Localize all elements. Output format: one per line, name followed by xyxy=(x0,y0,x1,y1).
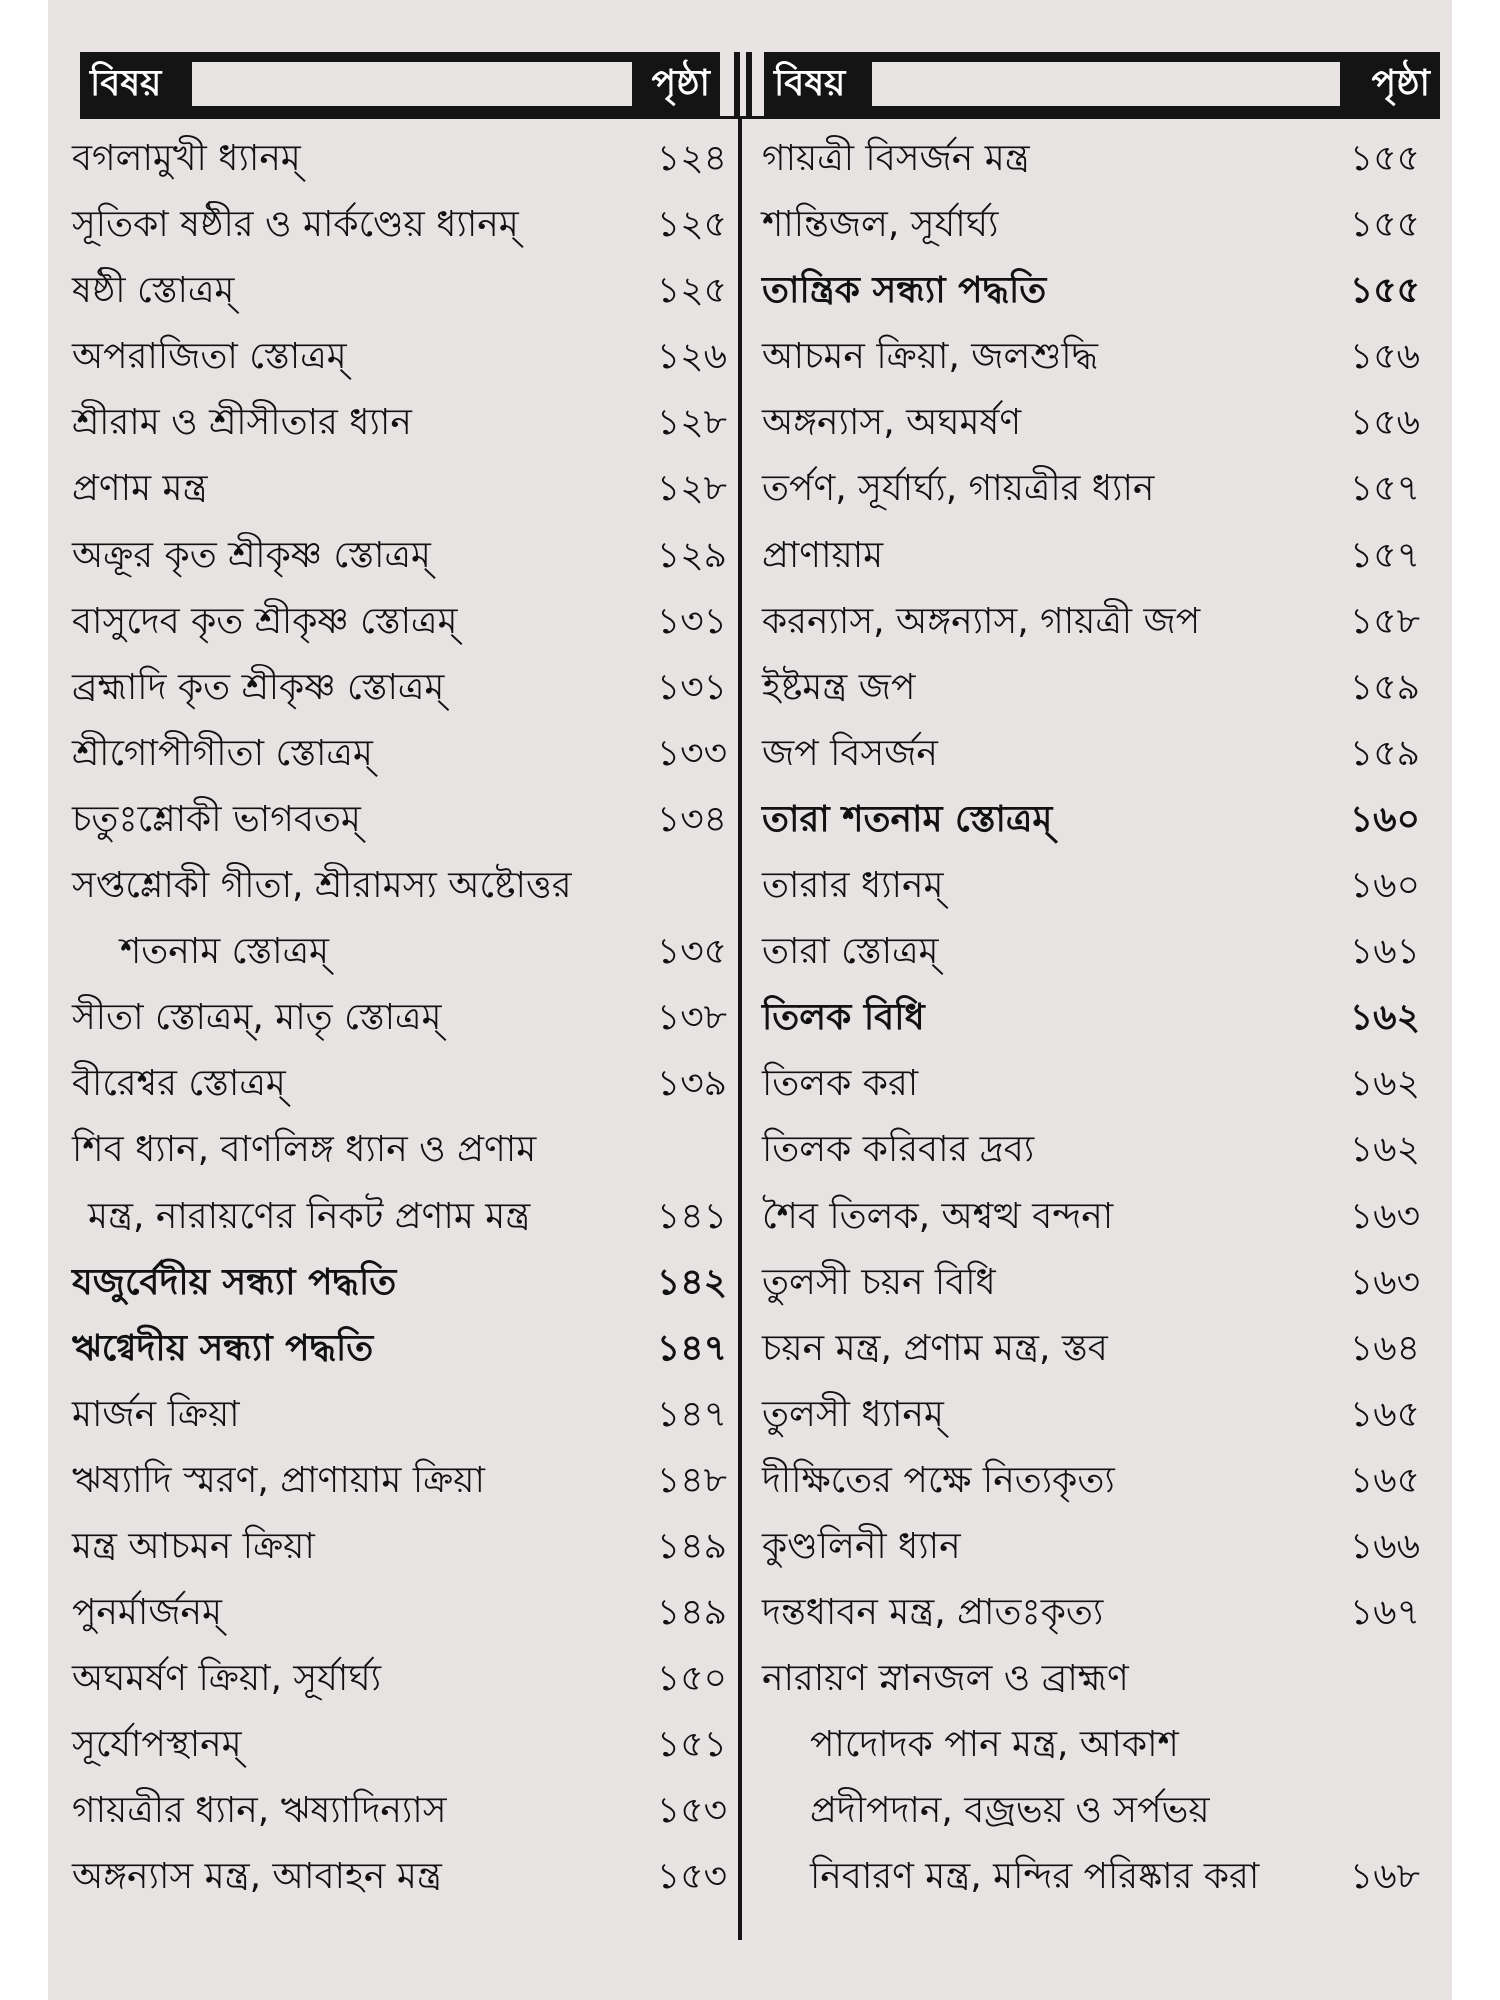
toc-entry xyxy=(72,324,727,390)
entry-title: করন্যাস, অঙ্গন্যাস, গায়ত্রী জপ xyxy=(762,600,1201,642)
entry-page: ১৫৩ xyxy=(656,1856,727,1898)
entry-title: অঙ্গন্যাস মন্ত্র, আবাহন মন্ত্র xyxy=(72,1856,442,1898)
entry-page: ১৬৪ xyxy=(1349,1327,1420,1369)
toc-entry xyxy=(762,655,1420,721)
entry-page: ১৫৬ xyxy=(1349,402,1420,444)
toc-entry xyxy=(72,523,727,589)
entry-page: ১৫৭ xyxy=(1349,468,1420,510)
right-page-heading: পৃষ্ঠা xyxy=(1371,63,1430,104)
toc-entry xyxy=(762,456,1420,522)
entry-title: কুণ্ডলিনী ধ্যান xyxy=(762,1525,961,1567)
entry-page: ১৬২ xyxy=(1349,997,1420,1039)
entry-title: গায়ত্রী বিসর্জন মন্ত্র xyxy=(762,138,1030,179)
entry-title: তারার ধ্যানম্ xyxy=(762,865,944,907)
toc-entry xyxy=(72,390,727,456)
header-divider xyxy=(728,52,758,116)
entry-page: ১৪৯ xyxy=(656,1592,727,1634)
entry-title: তুলসী চয়ন বিধি xyxy=(762,1261,996,1303)
entry-title: বাসুদেব কৃত শ্রীকৃষ্ণ স্তোত্রম্ xyxy=(72,600,458,642)
toc-entry xyxy=(72,1778,727,1844)
column-divider xyxy=(738,118,742,1940)
toc-entry xyxy=(762,721,1420,787)
entry-title: সূতিকা ষষ্ঠীর ও মার্কণ্ডেয় ধ্যানম্ xyxy=(72,204,519,246)
right-column xyxy=(762,126,1420,1911)
entry-title: অঙ্গন্যাস, অঘমর্ষণ xyxy=(762,402,1022,444)
entry-title: ষষ্ঠী স্তোত্রম্ xyxy=(72,270,235,312)
entry-title: ঋগ্বেদীয় সন্ধ্যা পদ্ধতি xyxy=(72,1327,374,1369)
entry-page: ১৬১ xyxy=(1349,931,1420,973)
entry-title: শ্রীরাম ও শ্রীসীতার ধ্যান xyxy=(72,402,412,444)
toc-entry xyxy=(762,390,1420,456)
table-of-contents-header xyxy=(80,52,1440,118)
entry-title: অক্রূর কৃত শ্রীকৃষ্ণ স্তোত্রম্ xyxy=(72,534,431,576)
toc-entry xyxy=(762,1448,1420,1514)
entry-title: বগলামুখী ধ্যানম্ xyxy=(72,138,301,179)
toc-entry xyxy=(72,787,727,853)
entry-page: ১৫০ xyxy=(656,1658,727,1700)
right-header xyxy=(764,52,1440,116)
toc-entry xyxy=(72,589,727,655)
entry-page: ১৬৩ xyxy=(1349,1195,1420,1237)
entry-title: ব্রহ্মাদি কৃত শ্রীকৃষ্ণ স্তোত্রম্ xyxy=(72,666,445,708)
entry-page: ১৫১ xyxy=(656,1724,727,1766)
toc-entry xyxy=(762,787,1420,853)
toc-entry xyxy=(72,1051,727,1117)
toc-entry xyxy=(762,1778,1420,1844)
entry-page: ১২৮ xyxy=(656,402,727,444)
toc-entry xyxy=(72,258,727,324)
entry-title: শ্রীগোপীগীতা স্তোত্রম্ xyxy=(72,732,373,774)
toc-entry xyxy=(762,1184,1420,1250)
entry-page: ১৪৭ xyxy=(656,1393,727,1435)
entry-title: মন্ত্র, নারায়ণের নিকট প্রণাম মন্ত্র xyxy=(88,1195,531,1237)
toc-entry xyxy=(762,1712,1420,1778)
entry-page: ১৫৭ xyxy=(1349,534,1420,576)
entry-page: ১৫৮ xyxy=(1349,600,1420,642)
entry-page: ১৩১ xyxy=(656,600,727,642)
entry-title: গায়ত্রীর ধ্যান, ঋষ্যাদিন্যাস xyxy=(72,1790,447,1832)
entry-page: ১৬৭ xyxy=(1349,1592,1420,1634)
entry-title: তিলক করিবার দ্রব্য xyxy=(762,1129,1035,1171)
entry-title: শৈব তিলক, অশ্বত্থ বন্দনা xyxy=(762,1195,1114,1237)
entry-page: ১৫৫ xyxy=(1349,204,1420,246)
entry-title: মন্ত্র আচমন ক্রিয়া xyxy=(72,1525,315,1567)
entry-page: ১৬৩ xyxy=(1349,1261,1420,1303)
toc-entry xyxy=(762,1382,1420,1448)
entry-title: তুলসী ধ্যানম্ xyxy=(762,1393,944,1435)
entry-page: ১৫৬ xyxy=(1349,336,1420,378)
toc-entry xyxy=(72,1382,727,1448)
toc-entry xyxy=(72,655,727,721)
entry-title: শান্তিজল, সূর্যার্ঘ্য xyxy=(762,204,999,246)
entry-title: তান্ত্রিক সন্ধ্যা পদ্ধতি xyxy=(762,270,1047,312)
entry-page: ১৬৮ xyxy=(1349,1856,1420,1898)
entry-title: তর্পণ, সূর্যার্ঘ্য, গায়ত্রীর ধ্যান xyxy=(762,468,1155,510)
toc-entry xyxy=(72,721,727,787)
entry-page: ১৬৬ xyxy=(1349,1525,1420,1567)
entry-title: প্রাণায়াম xyxy=(762,534,884,576)
toc-entry xyxy=(762,126,1420,192)
toc-entry xyxy=(72,919,727,985)
entry-title: সপ্তশ্লোকী গীতা, শ্রীরামস্য অষ্টোত্তর xyxy=(72,865,572,907)
entry-title: আচমন ক্রিয়া, জলশুদ্ধি xyxy=(762,336,1098,378)
entry-title: মার্জন ক্রিয়া xyxy=(72,1393,240,1435)
toc-entry xyxy=(72,1712,727,1778)
entry-page: ১২৯ xyxy=(656,534,727,576)
toc-entry xyxy=(72,853,727,919)
entry-page: ১৫৯ xyxy=(1349,666,1420,708)
entry-title: তারা শতনাম স্তোত্রম্ xyxy=(762,798,1053,840)
toc-entry xyxy=(72,456,727,522)
entry-page: ১৩৯ xyxy=(656,1063,727,1105)
entry-title: তারা স্তোত্রম্ xyxy=(762,931,939,973)
toc-entry xyxy=(762,1646,1420,1712)
toc-entry xyxy=(72,1184,727,1250)
entry-title: ইষ্টমন্ত্র জপ xyxy=(762,666,916,708)
toc-entry xyxy=(762,1117,1420,1183)
entry-page: ১৩৮ xyxy=(656,997,727,1039)
entry-title: যজুর্বেদীয় সন্ধ্যা পদ্ধতি xyxy=(72,1261,397,1303)
entry-title: দন্তধাবন মন্ত্র, প্রাতঃকৃত্য xyxy=(762,1592,1104,1634)
entry-page: ১৫৯ xyxy=(1349,732,1420,774)
toc-entry xyxy=(762,324,1420,390)
toc-entry xyxy=(72,985,727,1051)
entry-page: ১৩১ xyxy=(656,666,727,708)
toc-entry xyxy=(762,192,1420,258)
entry-title: নারায়ণ স্নানজল ও ব্রাহ্মণ xyxy=(762,1658,1129,1700)
entry-title: ঋষ্যাদি স্মরণ, প্রাণায়াম ক্রিয়া xyxy=(72,1459,485,1501)
right-subject-heading: বিষয় xyxy=(774,63,846,104)
toc-entry xyxy=(72,1580,727,1646)
entry-title: দীক্ষিতের পক্ষে নিত্যকৃত্য xyxy=(762,1459,1115,1501)
left-header xyxy=(80,52,720,116)
entry-page: ১৪১ xyxy=(656,1195,727,1237)
entry-page: ১৩৫ xyxy=(656,931,727,973)
entry-title: বীরেশ্বর স্তোত্রম্ xyxy=(72,1063,286,1105)
toc-entry xyxy=(762,1316,1420,1382)
entry-page: ১৪৭ xyxy=(656,1327,727,1369)
entry-page: ১৪২ xyxy=(656,1261,727,1303)
toc-entry xyxy=(762,258,1420,324)
entry-title: চয়ন মন্ত্র, প্রণাম মন্ত্র, স্তব xyxy=(762,1327,1108,1369)
entry-page: ১৬০ xyxy=(1349,865,1420,907)
toc-entry xyxy=(72,126,727,192)
entry-page: ১৫৫ xyxy=(1349,270,1420,312)
toc-entry xyxy=(762,1514,1420,1580)
entry-page: ১৪৮ xyxy=(656,1459,727,1501)
entry-title: সূর্যোপস্থানম্ xyxy=(72,1724,242,1766)
left-page-heading: পৃষ্ঠা xyxy=(651,63,710,104)
entry-title: অপরাজিতা স্তোত্রম্ xyxy=(72,336,347,378)
entry-title: নিবারণ মন্ত্র, মন্দির পরিষ্কার করা xyxy=(810,1856,1260,1898)
toc-entry xyxy=(762,919,1420,985)
entry-page: ১৬৫ xyxy=(1349,1459,1420,1501)
toc-entry xyxy=(72,1316,727,1382)
entry-title: শিব ধ্যান, বাণলিঙ্গ ধ্যান ও প্রণাম xyxy=(72,1129,537,1171)
toc-entry xyxy=(762,1051,1420,1117)
entry-page: ১২৮ xyxy=(656,468,727,510)
toc-entry xyxy=(72,1646,727,1712)
entry-page: ১২৫ xyxy=(656,270,727,312)
entry-title: অঘমর্ষণ ক্রিয়া, সূর্যার্ঘ্য xyxy=(72,1658,382,1700)
header-rule xyxy=(80,116,1440,119)
entry-page: ১৬৫ xyxy=(1349,1393,1420,1435)
entry-page: ১৬০ xyxy=(1349,798,1420,840)
entry-page: ১৩৩ xyxy=(656,732,727,774)
entry-title: জপ বিসর্জন xyxy=(762,732,938,774)
toc-entry xyxy=(72,1514,727,1580)
toc-entry xyxy=(762,985,1420,1051)
entry-title: পাদোদক পান মন্ত্র, আকাশ xyxy=(810,1724,1179,1766)
toc-entry xyxy=(72,192,727,258)
entry-page: ১৫৩ xyxy=(656,1790,727,1832)
left-subject-heading: বিষয় xyxy=(90,63,162,104)
entry-title: চতুঃশ্লোকী ভাগবতম্ xyxy=(72,798,361,840)
toc-entry xyxy=(72,1117,727,1183)
entry-page: ১৪৯ xyxy=(656,1525,727,1567)
entry-page: ১৫৫ xyxy=(1349,138,1420,179)
entry-title: তিলক বিধি xyxy=(762,997,925,1039)
entry-title: শতনাম স্তোত্রম্ xyxy=(120,931,330,973)
entry-page: ১৬২ xyxy=(1349,1129,1420,1171)
header-band xyxy=(192,62,632,106)
entry-title: সীতা স্তোত্রম্, মাতৃ স্তোত্রম্ xyxy=(72,997,442,1039)
header-band xyxy=(872,62,1340,106)
entry-page: ১২৫ xyxy=(656,204,727,246)
left-column xyxy=(72,126,727,1911)
entry-title: তিলক করা xyxy=(762,1063,919,1105)
entry-title: প্রণাম মন্ত্র xyxy=(72,468,208,510)
entry-title: পুনর্মার্জনম্ xyxy=(72,1592,223,1634)
toc-entry xyxy=(72,1250,727,1316)
entry-page: ১৩৪ xyxy=(656,798,727,840)
entry-page: ১২৪ xyxy=(656,138,727,179)
entry-title: প্রদীপদান, বজ্রভয় ও সর্পভয় xyxy=(810,1790,1210,1832)
toc-entry xyxy=(762,853,1420,919)
toc-entry xyxy=(762,1250,1420,1316)
toc-entry xyxy=(762,589,1420,655)
toc-entry xyxy=(762,523,1420,589)
toc-entry xyxy=(762,1580,1420,1646)
toc-entry xyxy=(72,1448,727,1514)
entry-page: ১২৬ xyxy=(656,336,727,378)
toc-entry xyxy=(762,1844,1420,1910)
toc-entry xyxy=(72,1844,727,1910)
entry-page: ১৬২ xyxy=(1349,1063,1420,1105)
